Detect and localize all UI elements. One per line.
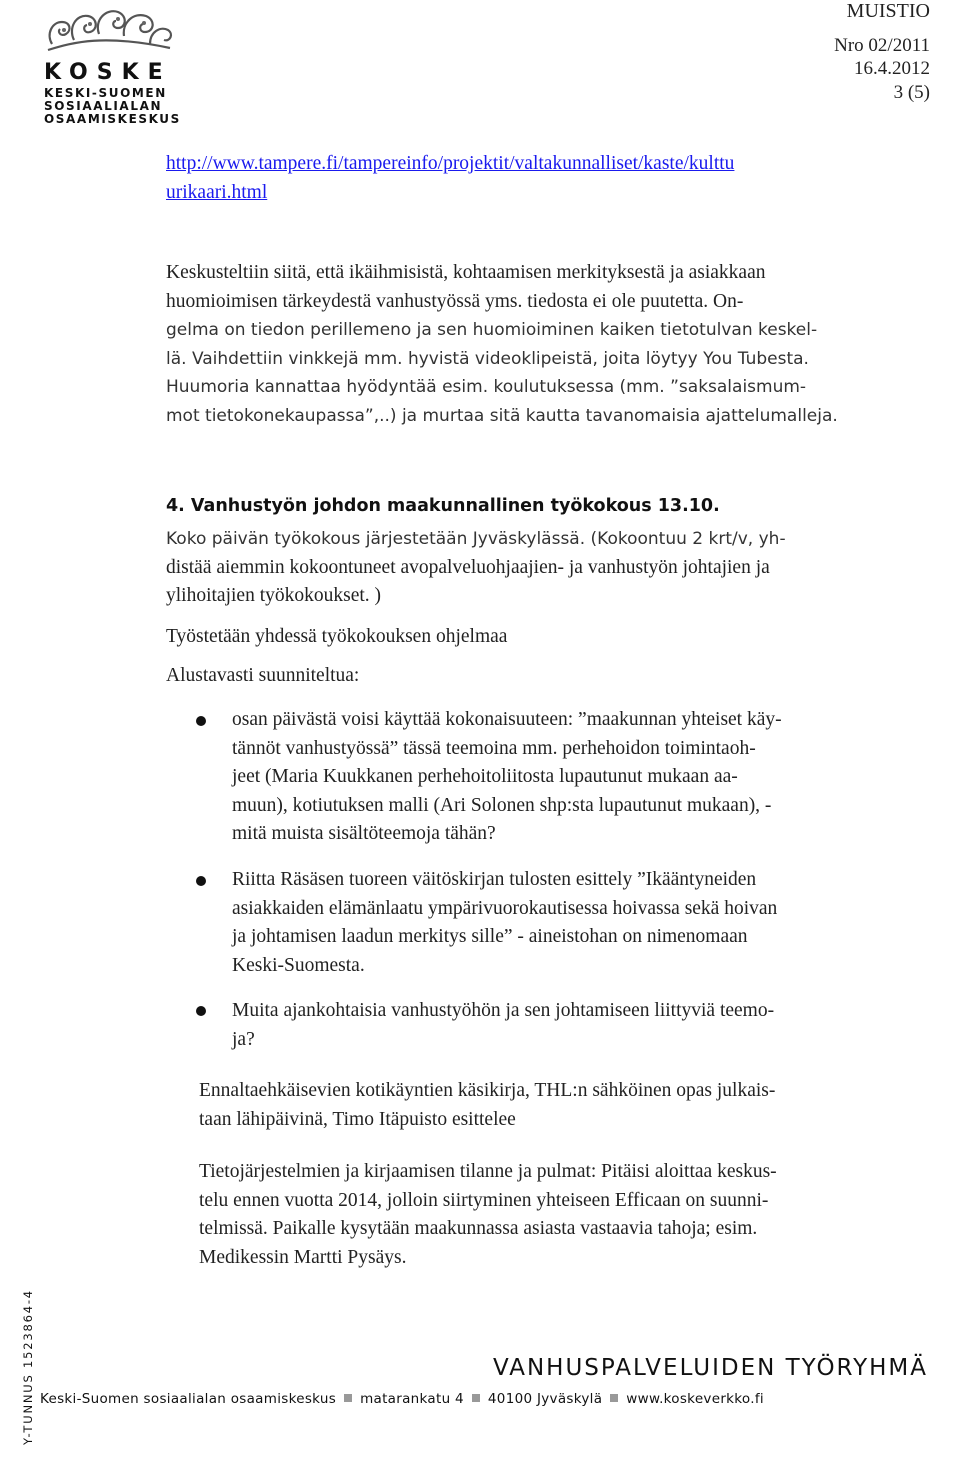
separator-square-icon	[610, 1394, 618, 1402]
logo-ornament-icon	[44, 4, 174, 56]
text-line: tännöt vanhustyössä” tässä teemoina mm. perhehoidon toimintaoh-	[232, 737, 756, 759]
text-line: telmissä. Paikalle kysytään maakunnassa asiasta vastaavia tahoja; esim.	[199, 1218, 758, 1239]
bullet-icon	[196, 716, 206, 726]
koske-logo	[44, 4, 184, 126]
text-line: Tietojärjestelmien ja kirjaamisen tilanne ja pulmat: Pitäisi aloittaa keskus-	[199, 1161, 777, 1182]
text-line: ja?	[232, 1028, 255, 1050]
text-line: Keskusteltiin siitä, että ikäihmisistä, kohtaamisen merkityksestä ja asiakkaan	[166, 262, 766, 283]
text-line: taan lähipäivinä, Timo Itäpuisto esittelee	[199, 1108, 516, 1130]
text-line: Muita ajankohtaisia vanhustyöhön ja sen johtamiseen liittyviä teemo-	[232, 1000, 775, 1021]
text-line: mot tietokonekaupassa”,..) ja murtaa sitä kautta tavanomaisia ajattelumalleja.	[166, 405, 838, 426]
bullet-icon	[196, 876, 206, 886]
text-line: Ennaltaehkäisevien kotikäyntien käsikirja, THL:n sähköinen opas julkais-	[199, 1080, 776, 1101]
text-line: ja johtamisen laadun merkitys sille” - aineistohan on nimenomaan	[232, 926, 748, 947]
bullet-item-1	[232, 706, 782, 849]
bullet-icon	[196, 1006, 206, 1016]
separator-square-icon	[344, 1394, 352, 1402]
text-line: Huumoria kannattaa hyödyntää esim. koulutuksessa (mm. ”saksalaismum-	[166, 377, 807, 397]
logo-line-2: SOSIAALIALAN	[44, 99, 163, 113]
bullet-item-3	[232, 997, 774, 1054]
text-line: telu ennen vuotta 2014, jolloin siirtyminen yhteiseen Efficaan on suunni-	[199, 1189, 769, 1211]
text-line: gelma on tiedon perillemeno ja sen huomioiminen kaiken tietotulvan keskel-	[166, 320, 818, 340]
text-line: osan päivästä voisi käyttää kokonaisuuteen: ”maakunnan yhteiset käy-	[232, 709, 782, 730]
footer-contact-line	[40, 1391, 764, 1407]
separator-square-icon	[472, 1394, 480, 1402]
text-line: Keski-Suomesta.	[232, 954, 365, 976]
document-number: Nro 02/2011	[834, 35, 930, 56]
text-line: jeet (Maria Kuukkanen perhehoitoliitosta lupautunut mukaan aa-	[232, 766, 738, 787]
footer-address: matarankatu 4	[360, 1391, 464, 1407]
text-work-program: Työstetään yhdessä työkokouksen ohjelmaa	[166, 626, 508, 647]
text-preliminary: Alustavasti suunniteltua:	[166, 665, 360, 686]
url-link-line-1[interactable]: http://www.tampere.fi/tampereinfo/projektit/valtakunnalliset/kaste/kulttu	[166, 153, 735, 174]
paragraph-discussion	[166, 259, 838, 430]
footer-organization: Keski-Suomen sosiaalialan osaamiskeskus	[40, 1391, 337, 1407]
text-line: Riitta Räsäsen tuoreen väitöskirjan tulosten esittely ”Ikääntyneiden	[232, 869, 757, 890]
business-id: Y-TUNNUS 1523864-4	[21, 1289, 35, 1445]
footer-title: VANHUSPALVELUIDEN TYÖRYHMÄ	[492, 1355, 928, 1381]
url-link-line-2[interactable]: urikaari.html	[166, 181, 268, 203]
section-heading: 4. Vanhustyön johdon maakunnallinen työkokous 13.10.	[166, 496, 720, 516]
text-line: ylihoitajien työkokoukset. )	[166, 585, 382, 606]
paragraph-systems	[199, 1158, 777, 1272]
bullet-item-2	[232, 866, 777, 980]
text-line: mitä muista sisältöteemoja tähän?	[232, 823, 496, 844]
text-line: asiakkaiden elämänlaatu ympärivuorokautisessa hoivassa sekä hoivan	[232, 897, 778, 919]
text-line: Medikessin Martti Pysäys.	[199, 1246, 407, 1268]
section-4-intro	[166, 525, 786, 611]
text-line: muun), kotiutuksen malli (Ari Solonen shp:sta lupautunut mukaan), -	[232, 794, 772, 816]
document-type: MUISTIO	[846, 0, 930, 22]
text-line: huomioimisen tärkeydestä vanhustyössä yms. tiedosta ei ole puutetta. On-	[166, 290, 744, 312]
url-link[interactable]	[166, 150, 734, 207]
logo-line-1: KESKI-SUOMEN	[44, 86, 167, 100]
text-line: distää aiemmin kokoontuneet avopalveluohjaajien- ja vanhustyön johtajien ja	[166, 556, 770, 578]
document-date: 16.4.2012	[854, 58, 930, 79]
text-line: lä. Vaihdettiin vinkkejä mm. hyvistä videoklipeistä, joita löytyy You Tubesta.	[166, 348, 809, 369]
page-number: 3 (5)	[893, 82, 930, 103]
footer-website[interactable]: www.koskeverkko.fi	[626, 1391, 764, 1407]
footer-city: 40100 Jyväskylä	[487, 1391, 603, 1407]
logo-line-3: OSAAMISKESKUS	[44, 112, 181, 126]
text-line: Koko päivän työkokous järjestetään Jyväskylässä. (Kokoontuu 2 krt/v, yh-	[166, 529, 786, 549]
logo-wordmark: KOSKE	[44, 60, 172, 85]
paragraph-handbook	[199, 1077, 775, 1134]
